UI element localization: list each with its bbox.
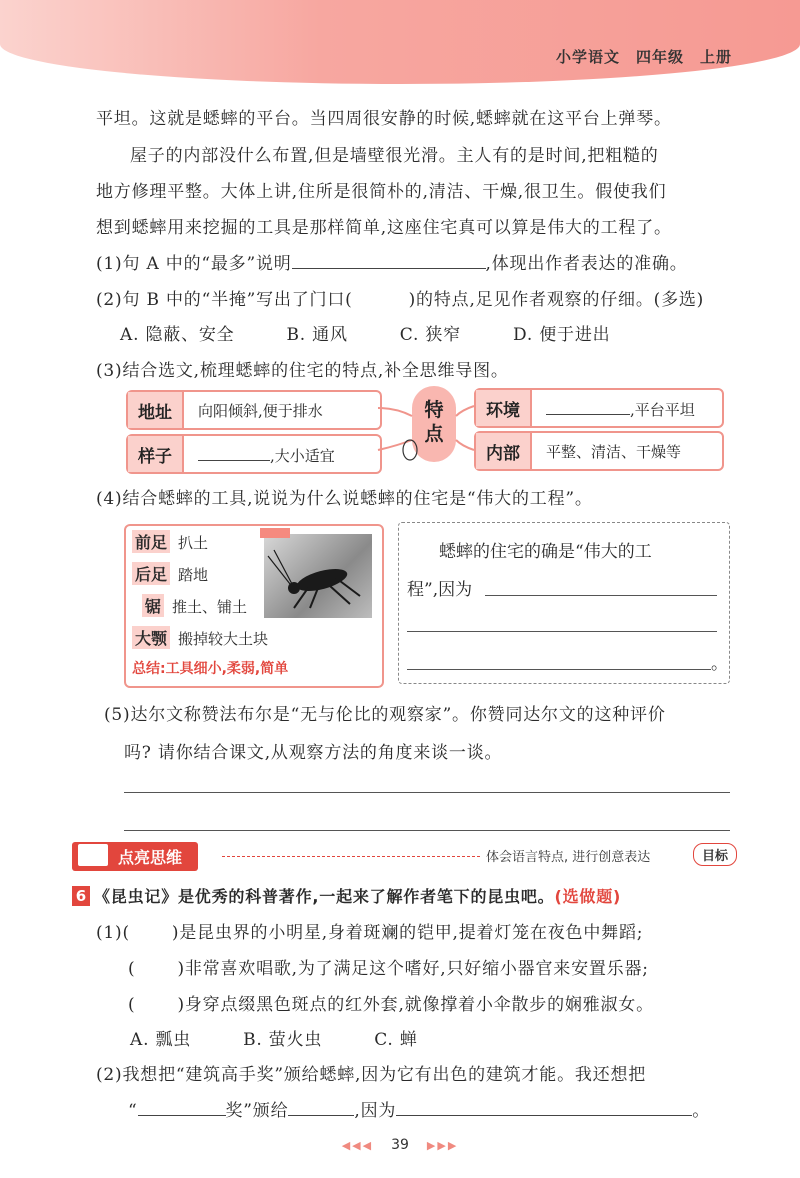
cricket-icon: [264, 534, 372, 618]
center-label: 特点: [424, 399, 444, 445]
shape-label: 样子: [128, 436, 184, 472]
q6-part-2-line2: [128, 1096, 710, 1121]
page-number: 39: [391, 1137, 409, 1153]
tool-label: 大颚: [132, 626, 170, 649]
tool-row: [132, 530, 208, 553]
section-badge: [72, 842, 198, 871]
q6-sentence-3: [128, 990, 654, 1015]
tool-label: 前足: [132, 530, 170, 553]
paren-open: (: [128, 995, 136, 1015]
tool-label: 后足: [132, 562, 170, 585]
answer-blank[interactable]: [396, 1097, 692, 1116]
q6-sentence-1: [96, 918, 643, 943]
q2-text-end: )的特点,足见作者观察的仔细。(多选): [408, 290, 705, 310]
q6-sentence-2: [128, 954, 649, 979]
answer-blank[interactable]: [292, 250, 486, 269]
answer-blank[interactable]: [546, 396, 630, 415]
tool-text: 推土、铺土: [172, 598, 248, 616]
question-number: 6: [72, 886, 90, 906]
answer-blank[interactable]: [407, 631, 717, 632]
q6-text: 奖”颁给: [225, 1101, 289, 1121]
q6-sentence-text: )是昆虫界的小明星,身着斑斓的铠甲,提着灯笼在夜色中舞蹈;: [171, 923, 644, 943]
answer-blank[interactable]: [288, 1097, 354, 1116]
passage-line: 想到蟋蟀用来挖掘的工具是那样简单,这座住宅真可以算是伟大的工程了。: [96, 218, 672, 238]
page-footer: [0, 1137, 800, 1153]
mindmap-address: [126, 390, 382, 430]
tool-label: 锯: [142, 594, 164, 617]
cricket-icon: [403, 440, 417, 460]
q6-text-end: 。: [692, 1101, 711, 1121]
cricket-photo: [264, 534, 372, 618]
book-icon: [78, 844, 108, 866]
question-5-line2: 吗? 请你结合课文,从观察方法的角度来谈一谈。: [124, 743, 503, 763]
question-1: [96, 249, 688, 274]
answer-line: 蟋蟀的住宅的确是“伟大的工: [439, 542, 652, 562]
option-b: B. 通风: [286, 325, 348, 345]
shape-text: ,大小适宜: [270, 447, 335, 465]
paren-open: (: [128, 959, 136, 979]
address-label: 地址: [128, 392, 184, 428]
q6-sentence-text: )身穿点缀黑色斑点的红外套,就像撑着小伞散步的娴雅淑女。: [177, 995, 654, 1015]
tools-panel: [124, 524, 384, 688]
tool-text: 搬掉较大土块: [178, 630, 269, 648]
mindmap-inside: [474, 431, 724, 471]
passage-line: 屋子的内部没什么布置,但是墙壁很光滑。主人有的是时间,把粗糙的: [130, 146, 659, 166]
mindmap-shape: [126, 434, 382, 474]
option-c: C. 蝉: [374, 1030, 418, 1050]
tool-row: [132, 626, 268, 649]
book-title: 小学语文 四年级 上册: [555, 48, 732, 66]
question-3: (3)结合选文,梳理蟋蟀的住宅的特点,补全思维导图。: [96, 361, 509, 381]
q2-options: [120, 320, 662, 345]
q1-text: (1)句 A 中的“最多”说明: [96, 254, 292, 274]
passage-line: 地方修理平整。大体上讲,住所是很简朴的,清洁、干燥,很卫生。假使我们: [96, 182, 667, 202]
answer-line-blank[interactable]: [124, 792, 730, 793]
section-title: 点亮思维: [118, 847, 183, 867]
option-d: D. 便于进出: [513, 325, 611, 345]
tool-text: 踏地: [178, 566, 209, 584]
tool-row: [132, 562, 208, 585]
answer-line-blank[interactable]: [124, 830, 730, 831]
inside-text: 平整、清洁、干燥等: [546, 442, 682, 461]
answer-end: 。: [711, 654, 728, 674]
q6-text: ,因为: [354, 1101, 397, 1121]
section-goal: 体会语言特点, 进行创意表达: [486, 850, 651, 865]
question-6-title: [94, 884, 621, 907]
q6-options: [130, 1025, 470, 1050]
inside-label: 内部: [476, 433, 532, 469]
mindmap-environment: [474, 388, 724, 428]
answer-blank[interactable]: [138, 1097, 226, 1116]
q6-tag: (选做题): [554, 887, 622, 906]
q6-title-text: 《昆虫记》是优秀的科普著作,一起来了解作者笔下的昆虫吧。: [94, 887, 555, 906]
tools-summary: 总结:工具细小,柔弱,简单: [132, 661, 289, 677]
option-a: A. 瓢虫: [130, 1030, 192, 1050]
goal-badge: 目标: [693, 843, 737, 866]
answer-blank[interactable]: [407, 669, 711, 670]
option-c: C. 狭窄: [399, 325, 462, 345]
option-b: B. 萤火虫: [243, 1030, 323, 1050]
quote-open: “: [128, 1101, 138, 1121]
answer-line: 程”,因为: [407, 580, 473, 600]
tool-row: [132, 594, 247, 617]
q1-text-end: ,体现出作者表达的准确。: [485, 254, 688, 274]
left-arrows-icon: ◀◀◀: [341, 1139, 374, 1152]
paren-open: (1)(: [96, 923, 130, 943]
q2-text: (2)句 B 中的“半掩”写出了门口(: [96, 290, 353, 310]
passage-line: 平坦。这就是蟋蟀的平台。当四周很安静的时候,蟋蟀就在这平台上弹琴。: [96, 109, 672, 129]
q6-sentence-text: )非常喜欢唱歌,为了满足这个嗜好,只好缩小器官来安置乐器;: [177, 959, 649, 979]
tool-text: 扒土: [178, 534, 209, 552]
env-text: ,平台平坦: [630, 401, 695, 419]
section-divider: [222, 856, 480, 857]
mindmap-connectors: [376, 386, 476, 470]
answer-blank[interactable]: [198, 442, 270, 461]
question-5: (5)达尔文称赞法布尔是“无与伦比的观察家”。你赞同达尔文的这种评价: [104, 705, 666, 725]
q6-part-2: (2)我想把“建筑高手奖”颁给蟋蟀,因为它有出色的建筑才能。我还想把: [96, 1065, 647, 1085]
option-a: A. 隐蔽、安全: [120, 325, 235, 345]
env-label: 环境: [476, 390, 532, 426]
answer-blank[interactable]: [485, 595, 717, 596]
section-header: [72, 842, 198, 870]
question-2: [96, 285, 704, 310]
answer-box: [398, 522, 730, 684]
page-header-band: [0, 0, 800, 84]
question-4: (4)结合蟋蟀的工具,说说为什么说蟋蟀的住宅是“伟大的工程”。: [96, 489, 593, 509]
right-arrows-icon: ▶▶▶: [426, 1139, 459, 1152]
address-text: 向阳倾斜,便于排水: [198, 401, 323, 420]
